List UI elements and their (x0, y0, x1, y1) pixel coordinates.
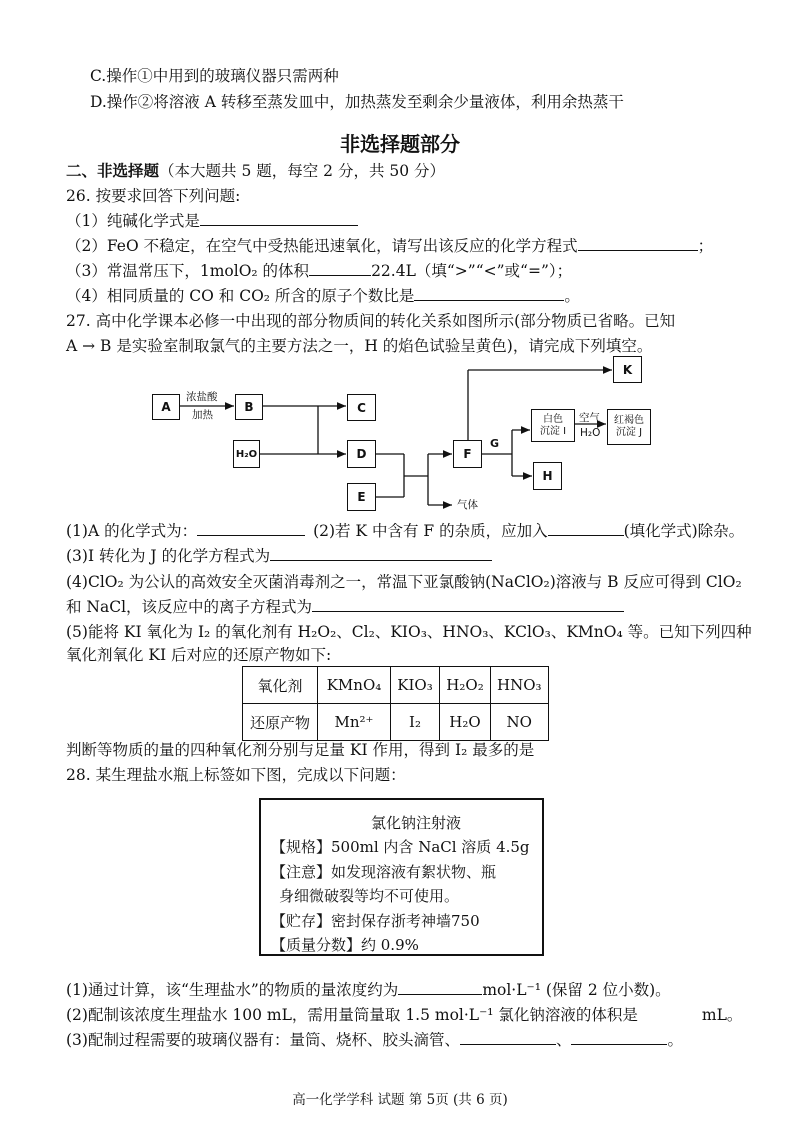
q28-part1 (66, 980, 671, 1000)
answer-blank[interactable] (638, 1006, 702, 1020)
cond-ij-top: 空气 (579, 412, 600, 424)
cond-ij-bottom: H₂O (580, 427, 601, 439)
q27-stem-2: A → B 是实验室制取氯气的主要方法之一，H 的焰色试验呈黄色)，请完成下列填空。 (66, 337, 653, 355)
option-d: D.操作②将溶液 A 转移至蒸发皿中，加热蒸发至剩余少量液体，利用余热蒸干 (90, 93, 624, 111)
node-i (531, 409, 575, 442)
node-k: K (613, 356, 642, 383)
q26-part4-end: 。 (564, 287, 580, 305)
q27-part5-a: (5)能将 KI 氧化为 I₂ 的氧化剂有 H₂O₂、Cl₂、KIO₃、HNO₃、KClO₃、KMnO₄ 等。已知下列四种 (66, 623, 752, 641)
answer-blank[interactable] (548, 521, 624, 536)
table-cell: NO (491, 704, 549, 741)
saline-label (259, 798, 544, 956)
q28-part3-sep: 、 (555, 1031, 572, 1049)
q28-part3 (66, 1030, 683, 1050)
label-mass-fraction: 【质量分数】约 0.9% (271, 936, 419, 954)
label-g: G (490, 437, 500, 450)
q27-part4-b-text: 和 NaCl，该反应中的离子方程式为 (66, 598, 313, 616)
node-j-line1: 红褐色 (614, 415, 644, 426)
node-b: B (235, 394, 263, 420)
node-c: C (347, 394, 376, 421)
label-note-cont: 身细微破裂等均不可使用。 (279, 887, 460, 905)
section-title: 非选择题部分 (340, 132, 460, 156)
q28-part1-a: (1)通过计算，该“生理盐水”的物质的量浓度约为 (66, 981, 399, 999)
oxidant-table (242, 666, 549, 741)
q28-part1-b: mol·L⁻¹ (保留 2 位小数)。 (482, 981, 671, 999)
q28-part2-b: mL。 (701, 1006, 743, 1024)
cond-ab-bottom: 加热 (192, 409, 213, 421)
q26-part3-a: （3）常温常压下，1molO₂ 的体积 (66, 262, 310, 280)
table-row (243, 667, 549, 704)
answer-blank[interactable] (197, 521, 305, 536)
q26-part4-a: （4）相同质量的 CO 和 CO₂ 所含的原子个数比是 (66, 287, 415, 305)
q27-part2-text: (2)若 K 中含有 F 的杂质，应加入 (313, 522, 548, 540)
q27-part4-b (66, 597, 624, 617)
q28-stem: 28. 某生理盐水瓶上标签如下图，完成以下问题： (66, 766, 406, 784)
table-cell: Mn²⁺ (318, 704, 391, 741)
q27-part1-2 (66, 521, 744, 541)
q27-part5-b: 氧化剂氧化 KI 后对应的还原产物如下: (66, 646, 332, 664)
q27-part3 (66, 546, 492, 566)
answer-blank[interactable] (571, 1030, 667, 1045)
node-i-line2: 沉淀 I (539, 425, 567, 437)
label-storage: 【贮存】密封保存浙考神墙750 (271, 912, 480, 930)
q28-part2 (66, 1005, 742, 1025)
q27-part4-a: (4)ClO₂ 为公认的高效安全灭菌消毒剂之一，常温下亚氯酸钠(NaClO₂)溶液与 B 反应可得到 ClO₂ (66, 573, 742, 591)
table-cell: 还原产物 (243, 704, 318, 741)
q27-part3-text: (3)I 转化为 J 的化学方程式为 (66, 547, 271, 565)
table-cell: KIO₃ (391, 667, 440, 704)
node-f: F (453, 440, 482, 468)
label-spec: 【规格】500ml 内含 NaCl 溶质 4.5g (271, 838, 530, 856)
table-cell: H₂O (440, 704, 491, 741)
node-h2o: H₂O (233, 440, 260, 468)
label-note: 【注意】如发现溶液有絮状物、瓶 (271, 863, 497, 881)
node-e: E (347, 483, 376, 511)
answer-blank[interactable] (312, 597, 624, 612)
q27-part1-text: (1)A 的化学式为： (66, 522, 198, 540)
q27-part5-c: 判断等物质的量的四种氧化剂分别与足量 KI 作用，得到 I₂ 最多的是 (66, 741, 535, 759)
node-j-line2: 沉淀 J (615, 427, 643, 438)
answer-blank[interactable] (460, 1030, 556, 1045)
node-a: A (152, 394, 180, 420)
node-i-line1: 白色 (543, 413, 563, 425)
answer-blank[interactable] (270, 546, 492, 561)
q28-part2-a: (2)配制该浓度生理盐水 100 mL，需用量筒量取 1.5 mol·L⁻¹ 氯化钠溶液的体积是 (66, 1006, 638, 1024)
q26-part3-b: 22.4L（填“>”“<”或“=”）； (371, 262, 573, 280)
table-row (243, 704, 549, 741)
q27-stem-1: 27. 高中化学课本必修一中出现的部分物质间的转化关系如图所示(部分物质已省略。已知 (66, 312, 676, 330)
cond-ab-top: 浓盐酸 (186, 391, 218, 403)
section-header-rest: （本大题共 5 题，每空 2 分，共 50 分） (159, 162, 446, 180)
table-cell: HNO₃ (491, 667, 549, 704)
q26-part2-end: ； (697, 237, 714, 255)
node-d: D (347, 440, 376, 468)
reaction-diagram-lines (0, 0, 800, 520)
node-j (607, 409, 651, 445)
table-cell: KMnO₄ (318, 667, 391, 704)
q26-stem: 26. 按要求回答下列问题: (66, 187, 241, 205)
table-cell: 氧化剂 (243, 667, 318, 704)
node-h: H (533, 462, 562, 490)
table-cell: I₂ (391, 704, 440, 741)
table-cell: H₂O₂ (440, 667, 491, 704)
q28-part3-end: 。 (667, 1031, 683, 1049)
q26-part2-text: （2）FeO 不稳定，在空气中受热能迅速氧化，请写出该反应的化学方程式 (66, 237, 578, 255)
page-footer: 高一化学学科 试题 第 5页 (共 6 页) (292, 1092, 508, 1108)
q27-part2-end: (填化学式)除杂。 (623, 522, 745, 540)
label-gas: 气体 (457, 499, 478, 511)
q28-part3-a: (3)配制过程需要的玻璃仪器有：量筒、烧杯、胶头滴管、 (66, 1031, 460, 1049)
label-title: 氯化钠注射液 (371, 814, 462, 832)
section-header-bold: 二、非选择题 (66, 161, 160, 180)
answer-blank[interactable] (398, 980, 482, 995)
q26-part1-text: （1）纯碱化学式是 (66, 212, 200, 230)
option-c: C.操作①中用到的玻璃仪器只需两种 (90, 67, 339, 85)
